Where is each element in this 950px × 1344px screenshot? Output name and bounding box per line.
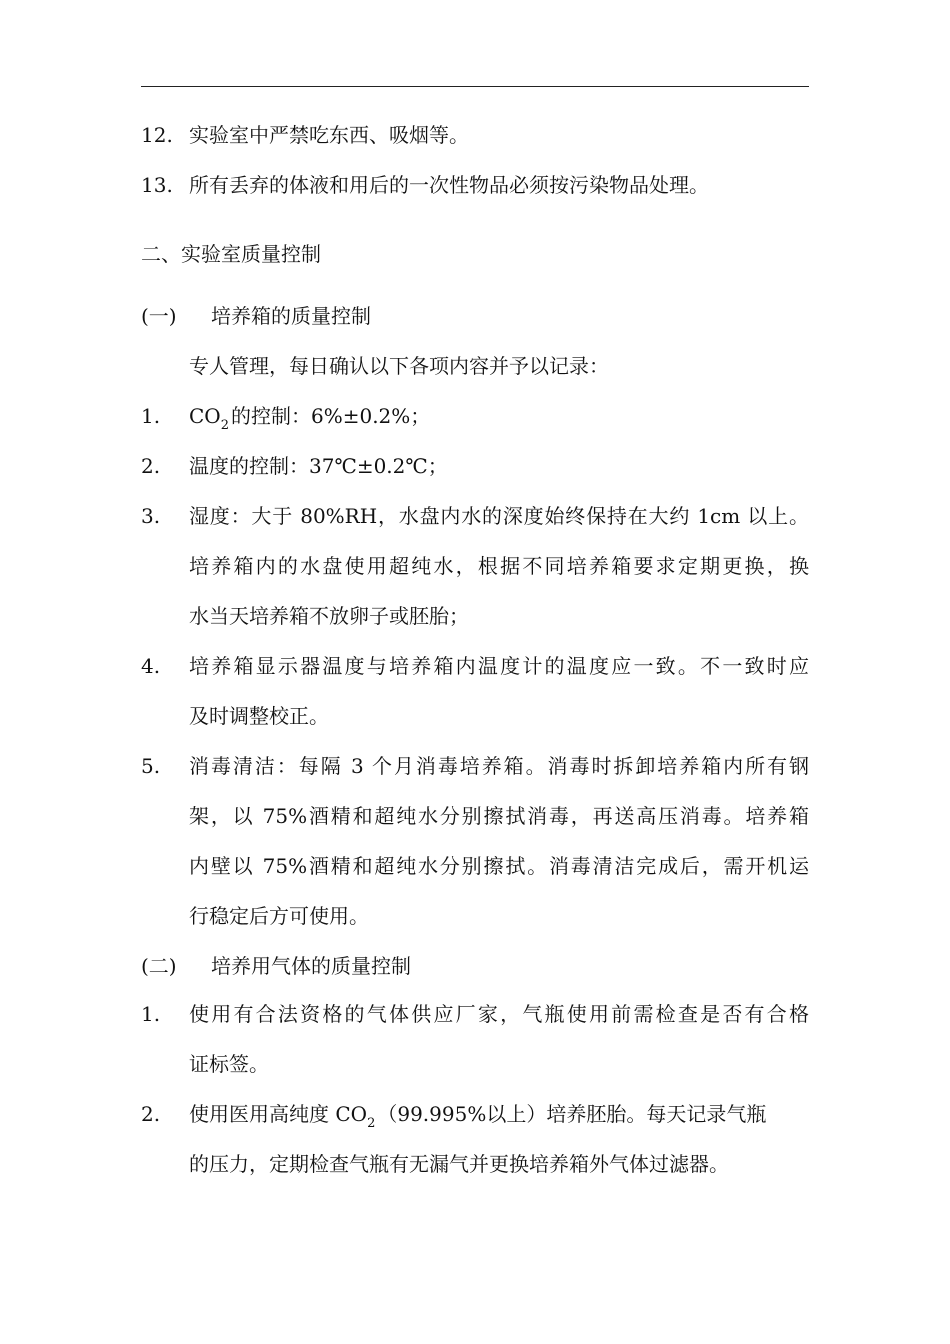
item-text-line: 使用有合法资格的气体供应厂家，气瓶使用前需检查是否有合格: [189, 1002, 809, 1026]
item-text: 温度的控制：37℃±0.2℃；: [189, 454, 448, 478]
item-text-rest: （99.995%以上）培养胚胎。每天记录气瓶: [377, 1102, 767, 1126]
item-number: 12.: [141, 123, 173, 147]
item-text-line: 湿度：大于 80%RH，水盘内水的深度始终保持在大约 1cm 以上。: [189, 504, 809, 528]
item-number: 4.: [141, 654, 161, 678]
item-number: 1.: [141, 1002, 161, 1026]
item-text-line: 的压力，定期检查气瓶有无漏气并更换培养箱外气体过滤器。: [189, 1152, 729, 1176]
item-text-line: 水当天培养箱不放卵子或胚胎；: [189, 604, 469, 628]
item-number: 13.: [141, 173, 173, 197]
item-text-line: 架，以 75%酒精和超纯水分别擦拭消毒，再送高压消毒。培养箱: [189, 804, 809, 828]
item-text-line: 培养箱显示器温度与培养箱内温度计的温度应一致。不一致时应: [189, 654, 809, 678]
item-number: 5.: [141, 754, 161, 778]
subsection-title: 培养用气体的质量控制: [211, 954, 411, 978]
item-number: 2.: [141, 1102, 161, 1126]
formula-text: CO: [189, 404, 221, 428]
item-text-line: 培养箱内的水盘使用超纯水，根据不同培养箱要求定期更换，换: [189, 554, 809, 578]
item-number: 1.: [141, 404, 161, 428]
item-text-line: 证标签。: [189, 1052, 269, 1076]
header-rule: [141, 86, 809, 87]
subsection-number: (一): [141, 304, 177, 328]
item-text: 实验室中严禁吃东西、吸烟等。: [189, 123, 469, 147]
item-text: [189, 403, 430, 433]
item-text-line: 及时调整校正。: [189, 704, 329, 728]
item-text: 所有丢弃的体液和用后的一次性物品必须按污染物品处理。: [189, 173, 709, 197]
item-text-line: 行稳定后方可使用。: [189, 904, 369, 928]
subscript: 2: [220, 418, 229, 433]
item-text-rest: 的控制：6%±0.2%；: [230, 404, 431, 428]
subscript: 2: [367, 1116, 376, 1131]
item-number: 2.: [141, 454, 161, 478]
subsection-number: (二): [141, 954, 177, 978]
item-text-line: 消毒清洁：每隔 3 个月消毒培养箱。消毒时拆卸培养箱内所有钢: [189, 754, 809, 778]
subsection-title: 培养箱的质量控制: [211, 304, 371, 328]
item-number: 3.: [141, 504, 161, 528]
item-text-line: 内壁以 75%酒精和超纯水分别擦拭。消毒清洁完成后，需开机运: [189, 854, 809, 878]
intro-paragraph: 专人管理，每日确认以下各项内容并予以记录：: [189, 354, 609, 378]
formula-text: 使用医用高纯度 CO: [189, 1102, 368, 1126]
section-heading: 二、实验室质量控制: [141, 242, 321, 266]
item-text-line: [189, 1101, 766, 1131]
